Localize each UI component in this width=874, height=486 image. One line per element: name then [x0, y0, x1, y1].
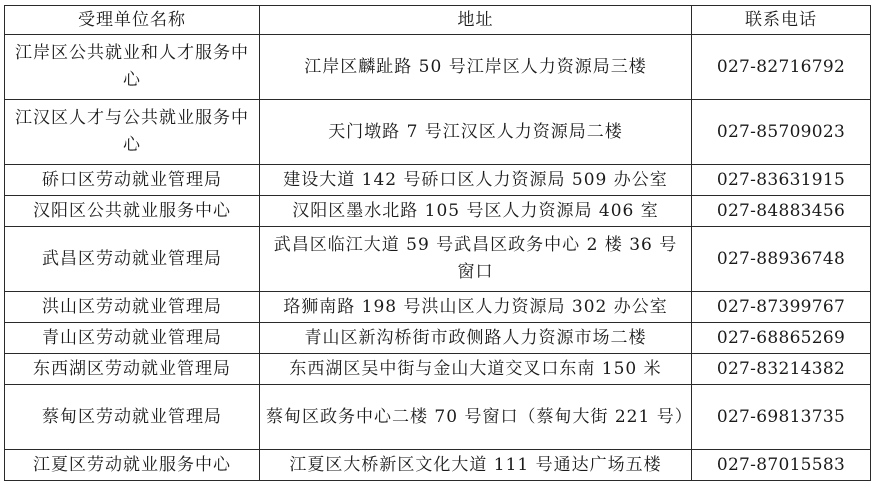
- unit-name-cell: 江夏区劳动就业服务中心: [5, 450, 260, 481]
- address-cell: 武昌区临江大道 59 号武昌区政务中心 2 楼 36 号窗口: [260, 227, 692, 292]
- unit-name-cell: 江汉区人才与公共就业服务中心: [5, 100, 260, 165]
- table-row: [5, 227, 871, 292]
- office-directory-table: [4, 5, 871, 481]
- unit-name-cell: 蔡甸区劳动就业管理局: [5, 385, 260, 450]
- phone-cell: 027-87015583: [692, 450, 871, 481]
- header-phone: 联系电话: [692, 6, 871, 35]
- unit-name-cell: 江岸区公共就业和人才服务中心: [5, 35, 260, 100]
- unit-name-cell: 青山区劳动就业管理局: [5, 323, 260, 354]
- table-row: [5, 196, 871, 227]
- phone-cell: 027-85709023: [692, 100, 871, 165]
- phone-cell: 027-82716792: [692, 35, 871, 100]
- address-cell: 汉阳区墨水北路 105 号区人力资源局 406 室: [260, 196, 692, 227]
- table-row: [5, 354, 871, 385]
- table-row: [5, 450, 871, 481]
- address-cell: 江夏区大桥新区文化大道 111 号通达广场五楼: [260, 450, 692, 481]
- address-cell: 珞狮南路 198 号洪山区人力资源局 302 办公室: [260, 292, 692, 323]
- phone-cell: 027-88936748: [692, 227, 871, 292]
- address-cell: 天门墩路 7 号江汉区人力资源局二楼: [260, 100, 692, 165]
- unit-name-cell: 硚口区劳动就业管理局: [5, 165, 260, 196]
- unit-name-cell: 汉阳区公共就业服务中心: [5, 196, 260, 227]
- phone-cell: 027-83631915: [692, 165, 871, 196]
- unit-name-cell: 洪山区劳动就业管理局: [5, 292, 260, 323]
- table-row: [5, 323, 871, 354]
- address-cell: 青山区新沟桥街市政侧路人力资源市场二楼: [260, 323, 692, 354]
- table-row: [5, 385, 871, 450]
- header-unit-name: 受理单位名称: [5, 6, 260, 35]
- unit-name-cell: 武昌区劳动就业管理局: [5, 227, 260, 292]
- phone-cell: 027-87399767: [692, 292, 871, 323]
- address-cell: 东西湖区吴中街与金山大道交叉口东南 150 米: [260, 354, 692, 385]
- table-row: [5, 292, 871, 323]
- header-address: 地址: [260, 6, 692, 35]
- unit-name-cell: 东西湖区劳动就业管理局: [5, 354, 260, 385]
- phone-cell: 027-69813735: [692, 385, 871, 450]
- table-header-row: [5, 6, 871, 35]
- address-cell: 江岸区麟趾路 50 号江岸区人力资源局三楼: [260, 35, 692, 100]
- table-row: [5, 100, 871, 165]
- phone-cell: 027-83214382: [692, 354, 871, 385]
- table-row: [5, 165, 871, 196]
- table-row: [5, 35, 871, 100]
- phone-cell: 027-68865269: [692, 323, 871, 354]
- address-cell: 蔡甸区政务中心二楼 70 号窗口（蔡甸大街 221 号）: [260, 385, 692, 450]
- address-cell: 建设大道 142 号硚口区人力资源局 509 办公室: [260, 165, 692, 196]
- phone-cell: 027-84883456: [692, 196, 871, 227]
